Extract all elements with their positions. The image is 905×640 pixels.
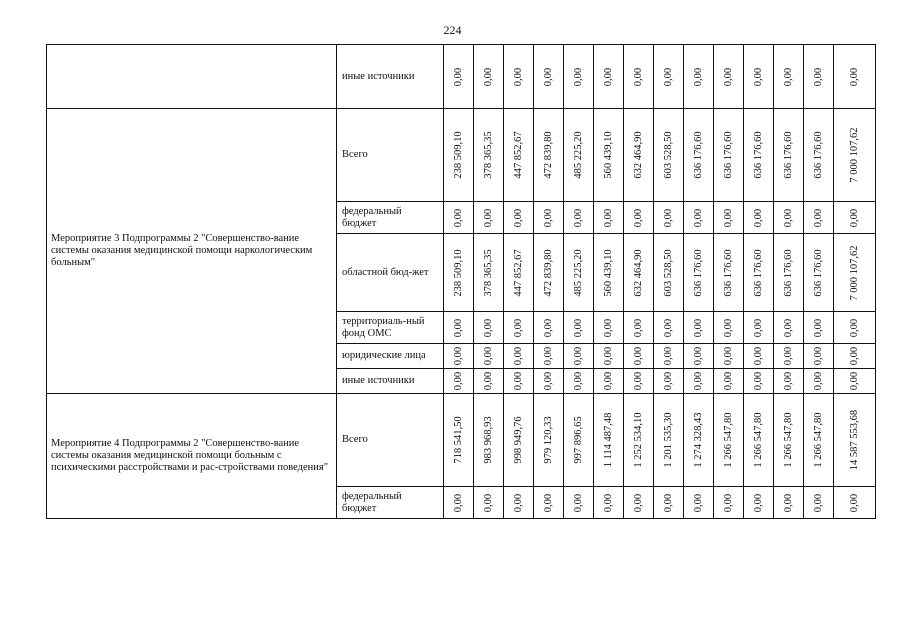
amount-value: 0,00 [848,346,860,366]
amount-value: 0,00 [692,493,704,512]
amount-cell [684,109,714,202]
funding-source-cell: иные источники [337,45,444,109]
measure-name-cell: Мероприятие 3 Подпрограммы 2 "Совершенство-вание системы оказания медицинской помощи наркологическим больным" [47,109,337,394]
amount-value: 560 439,10 [602,131,614,179]
amount-cell [774,45,804,109]
amount-value: 0,00 [482,493,494,512]
amount-value: 0,00 [662,67,674,86]
amount-cell [654,394,684,487]
amount-value: 0,00 [722,493,734,512]
amount-value: 0,00 [692,208,704,227]
amount-value: 1 266 547,80 [812,412,824,468]
amount-value: 636 176,60 [692,248,704,297]
amount-value: 0,00 [602,67,614,86]
amount-value: 447 852,67 [512,131,524,179]
amount-value: 0,00 [632,67,644,86]
amount-cell [744,109,774,202]
amount-cell [714,202,744,234]
amount-value: 0,00 [752,493,764,512]
amount-cell [564,312,594,344]
amount-cell [534,312,564,344]
amount-value: 983 968,93 [482,416,494,464]
amount-cell [474,344,504,369]
amount-cell [834,312,876,344]
amount-value: 0,00 [782,67,794,86]
amount-value: 0,00 [452,208,464,227]
funding-source-cell: федеральный бюджет [337,487,444,519]
amount-cell [474,312,504,344]
amount-value: 7 000 107,62 [848,127,860,183]
amount-cell [804,45,834,109]
amount-value: 0,00 [602,493,614,512]
amount-cell [564,109,594,202]
amount-cell [474,369,504,394]
amount-value: 0,00 [542,67,554,86]
amount-cell [804,394,834,487]
amount-cell [744,45,774,109]
amount-cell [564,394,594,487]
amount-cell [834,45,876,109]
amount-value: 632 464,90 [632,248,644,297]
amount-cell [504,109,534,202]
amount-cell [834,202,876,234]
amount-value: 0,00 [602,371,614,391]
amount-cell [714,369,744,394]
amount-cell [804,487,834,519]
amount-cell [774,202,804,234]
amount-cell [714,45,744,109]
funding-source-cell: иные источники [337,369,444,394]
amount-value: 636 176,60 [812,131,824,179]
amount-value: 238 509,10 [452,248,464,297]
amount-cell [594,394,624,487]
amount-value: 472 839,80 [542,131,554,179]
amount-value: 14 587 553,68 [848,409,860,471]
amount-value: 0,00 [752,346,764,366]
amount-cell [624,369,654,394]
amount-value: 0,00 [632,371,644,391]
table-row [47,45,876,109]
amount-cell [744,202,774,234]
amount-value: 0,00 [812,371,824,391]
amount-cell [744,234,774,312]
amount-cell [564,45,594,109]
amount-cell [654,487,684,519]
amount-cell [714,487,744,519]
amount-value: 0,00 [512,208,524,227]
amount-cell [714,344,744,369]
amount-value: 378 365,35 [482,131,494,179]
amount-value: 0,00 [752,208,764,227]
amount-value: 636 176,60 [782,131,794,179]
amount-cell [474,202,504,234]
amount-value: 238 509,10 [452,131,464,179]
amount-value: 0,00 [512,493,524,512]
amount-cell [774,487,804,519]
amount-value: 1 252 534,10 [632,412,644,468]
amount-value: 636 176,60 [722,131,734,179]
amount-value: 0,00 [572,67,584,86]
amount-value: 0,00 [632,346,644,366]
amount-value: 0,00 [482,371,494,391]
amount-cell [444,344,474,369]
amount-cell [624,394,654,487]
amount-cell [534,394,564,487]
amount-cell [684,394,714,487]
amount-value: 0,00 [692,346,704,366]
amount-value: 0,00 [722,208,734,227]
amount-value: 636 176,60 [812,248,824,297]
amount-cell [474,487,504,519]
amount-cell [714,109,744,202]
amount-value: 0,00 [512,346,524,366]
amount-value: 0,00 [752,318,764,337]
amount-cell [534,369,564,394]
amount-cell [714,312,744,344]
amount-cell [594,202,624,234]
amount-cell [654,369,684,394]
amount-cell [774,109,804,202]
amount-value: 0,00 [782,493,794,512]
amount-value: 1 114 487,48 [602,412,614,468]
amount-cell [774,394,804,487]
amount-cell [534,202,564,234]
amount-value: 485 225,20 [572,248,584,297]
funding-source-cell: юридические лица [337,344,444,369]
amount-value: 603 528,50 [662,131,674,179]
amount-cell [504,45,534,109]
amount-cell [504,487,534,519]
amount-value: 0,00 [812,346,824,366]
amount-value: 0,00 [722,346,734,366]
amount-value: 7 000 107,62 [848,244,860,301]
amount-cell [684,234,714,312]
amount-cell [504,344,534,369]
amount-cell [474,109,504,202]
amount-cell [834,487,876,519]
amount-value: 0,00 [572,346,584,366]
amount-cell [624,202,654,234]
amount-cell [624,312,654,344]
amount-cell [714,394,744,487]
table-row [47,394,876,487]
amount-value: 0,00 [542,318,554,337]
amount-value: 636 176,60 [692,131,704,179]
amount-cell [834,109,876,202]
amount-value: 0,00 [722,67,734,86]
amount-value: 485 225,20 [572,131,584,179]
amount-cell [684,344,714,369]
amount-cell [444,202,474,234]
amount-cell [804,234,834,312]
amount-value: 0,00 [812,318,824,337]
amount-value: 0,00 [512,67,524,86]
amount-cell [774,344,804,369]
amount-value: 0,00 [662,346,674,366]
amount-cell [804,369,834,394]
amount-cell [654,344,684,369]
funding-source-cell: областной бюд-жет [337,234,444,312]
amount-cell [534,45,564,109]
amount-cell [804,344,834,369]
amount-cell [684,487,714,519]
amount-value: 0,00 [452,493,464,512]
amount-value: 0,00 [572,371,584,391]
amount-cell [774,369,804,394]
amount-cell [444,234,474,312]
funding-source-cell: территориаль-ный фонд ОМС [337,312,444,344]
amount-cell [744,312,774,344]
amount-cell [624,487,654,519]
amount-cell [684,369,714,394]
amount-value: 0,00 [692,67,704,86]
amount-value: 0,00 [482,208,494,227]
amount-value: 0,00 [602,346,614,366]
measure-name-cell: Мероприятие 4 Подпрограммы 2 "Совершенство-вание системы оказания медицинской помощи больным с психическими расстройствами и рас-стройствами поведения" [47,394,337,519]
amount-value: 0,00 [782,318,794,337]
amount-cell [564,369,594,394]
amount-value: 0,00 [812,493,824,512]
amount-value: 632 464,90 [632,131,644,179]
measure-name-cell [47,45,337,109]
amount-cell [504,369,534,394]
amount-cell [684,202,714,234]
amount-value: 0,00 [602,318,614,337]
amount-value: 0,00 [662,208,674,227]
amount-cell [684,45,714,109]
amount-cell [744,394,774,487]
amount-cell [504,202,534,234]
amount-cell [684,312,714,344]
amount-value: 1 274 328,43 [692,412,704,468]
page-number: 224 [443,23,462,37]
amount-cell [654,234,684,312]
amount-cell [504,234,534,312]
amount-cell [594,109,624,202]
amount-cell [654,202,684,234]
amount-cell [444,312,474,344]
amount-value: 603 528,50 [662,248,674,297]
amount-value: 0,00 [848,318,860,337]
amount-cell [594,369,624,394]
amount-cell [564,202,594,234]
amount-cell [654,312,684,344]
amount-value: 0,00 [662,493,674,512]
amount-cell [594,234,624,312]
amount-value: 0,00 [482,318,494,337]
amount-value: 378 365,35 [482,248,494,297]
amount-value: 1 201 535,30 [662,412,674,468]
amount-value: 0,00 [662,371,674,391]
amount-value: 979 120,33 [542,416,554,464]
amount-value: 1 266 547,80 [722,412,734,468]
amount-value: 0,00 [752,67,764,86]
amount-value: 718 541,50 [452,416,464,464]
budget-table [46,44,876,519]
amount-value: 0,00 [542,208,554,227]
amount-value: 0,00 [632,208,644,227]
amount-value: 0,00 [452,67,464,86]
amount-cell [624,344,654,369]
amount-cell [474,234,504,312]
amount-value: 472 839,80 [542,248,554,297]
amount-value: 0,00 [482,67,494,86]
amount-value: 0,00 [782,346,794,366]
amount-cell [654,109,684,202]
amount-cell [744,344,774,369]
amount-value: 0,00 [782,208,794,227]
amount-value: 0,00 [692,371,704,391]
amount-cell [624,234,654,312]
amount-value: 0,00 [512,318,524,337]
amount-cell [444,109,474,202]
amount-cell [804,109,834,202]
amount-cell [564,487,594,519]
amount-cell [804,312,834,344]
amount-value: 0,00 [572,493,584,512]
funding-source-cell: Всего [337,394,444,487]
amount-cell [534,109,564,202]
amount-cell [804,202,834,234]
amount-value: 447 852,67 [512,248,524,297]
amount-value: 0,00 [812,208,824,227]
amount-value: 0,00 [812,67,824,86]
amount-value: 0,00 [848,67,860,86]
amount-cell [474,394,504,487]
amount-cell [624,109,654,202]
amount-value: 560 439,10 [602,248,614,297]
amount-value: 0,00 [452,371,464,391]
amount-cell [834,394,876,487]
funding-source-cell: федеральный бюджет [337,202,444,234]
amount-value: 636 176,60 [782,248,794,297]
amount-cell [504,394,534,487]
amount-cell [654,45,684,109]
amount-value: 0,00 [782,371,794,391]
amount-value: 0,00 [692,318,704,337]
table-row [47,109,876,202]
amount-cell [624,45,654,109]
amount-value: 1 266 547,80 [782,412,794,468]
amount-cell [594,344,624,369]
amount-value: 997 896,65 [572,416,584,464]
amount-cell [534,487,564,519]
amount-value: 0,00 [602,208,614,227]
amount-value: 0,00 [572,318,584,337]
funding-source-cell: Всего [337,109,444,202]
amount-value: 0,00 [848,493,860,512]
amount-cell [594,487,624,519]
amount-cell [774,234,804,312]
amount-value: 0,00 [752,371,764,391]
amount-cell [744,487,774,519]
amount-cell [444,487,474,519]
amount-cell [594,45,624,109]
amount-value: 0,00 [452,318,464,337]
amount-cell [834,234,876,312]
amount-cell [444,394,474,487]
amount-value: 0,00 [848,371,860,391]
amount-cell [564,344,594,369]
amount-value: 636 176,60 [752,131,764,179]
amount-cell [444,45,474,109]
amount-value: 636 176,60 [722,248,734,297]
amount-value: 0,00 [542,346,554,366]
amount-cell [534,344,564,369]
amount-cell [744,369,774,394]
amount-cell [444,369,474,394]
amount-cell [564,234,594,312]
amount-cell [834,369,876,394]
amount-value: 636 176,60 [752,248,764,297]
amount-value: 0,00 [722,318,734,337]
amount-cell [834,344,876,369]
amount-value: 1 266 547,80 [752,412,764,468]
amount-cell [474,45,504,109]
amount-value: 0,00 [512,371,524,391]
amount-value: 0,00 [572,208,584,227]
amount-cell [714,234,744,312]
amount-cell [594,312,624,344]
amount-value: 0,00 [848,208,860,227]
amount-value: 0,00 [632,493,644,512]
amount-value: 0,00 [722,371,734,391]
amount-cell [504,312,534,344]
amount-value: 998 949,76 [512,416,524,464]
amount-value: 0,00 [542,493,554,512]
amount-value: 0,00 [662,318,674,337]
amount-value: 0,00 [632,318,644,337]
amount-value: 0,00 [452,346,464,366]
amount-value: 0,00 [482,346,494,366]
amount-value: 0,00 [542,371,554,391]
amount-cell [534,234,564,312]
amount-cell [774,312,804,344]
